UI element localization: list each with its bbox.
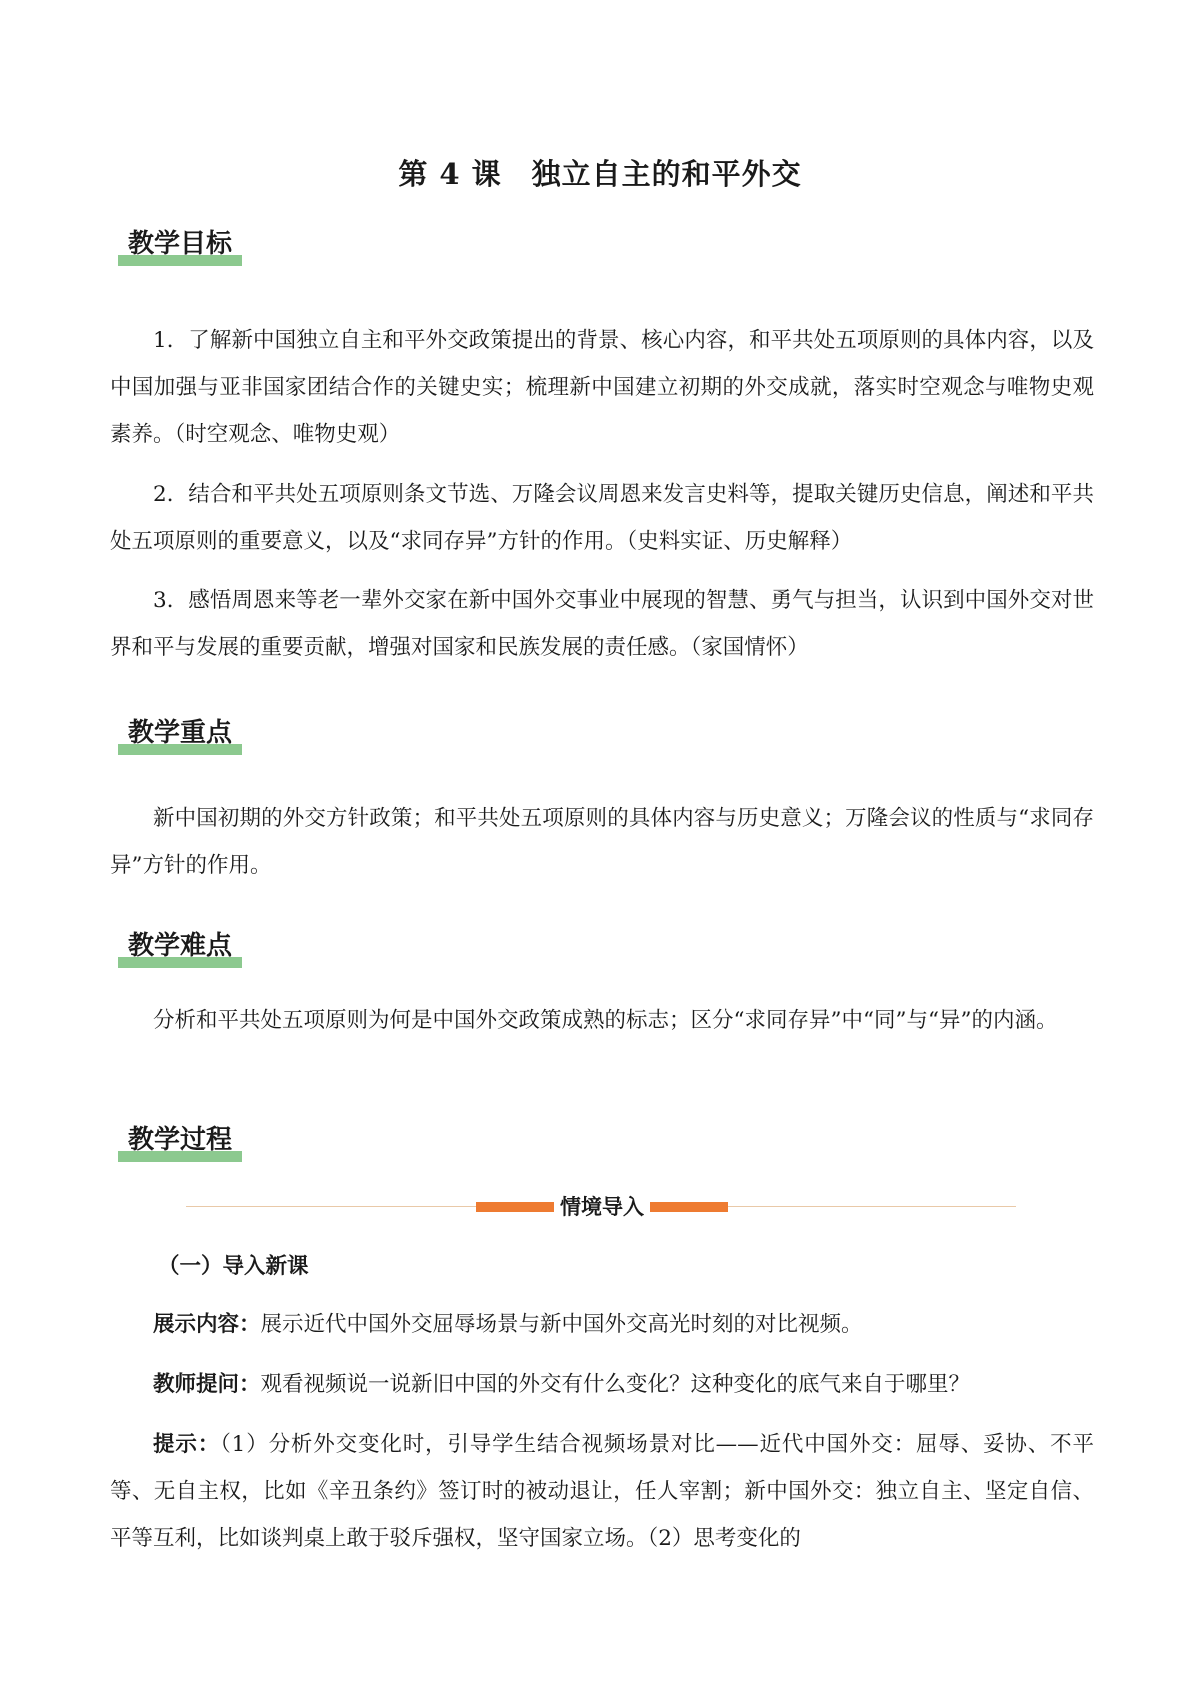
section-heading-key-points [118, 715, 242, 755]
difficulties-text: 分析和平共处五项原则为何是中国外交政策成熟的标志；区分“求同存异”中“同”与“异”的内涵。 [153, 1008, 1058, 1033]
show-content-text: 展示近代中国外交屈辱场景与新中国外交高光时刻的对比视频。 [260, 1312, 863, 1337]
section-heading-text: 教学过程 [128, 1125, 233, 1155]
section-heading-text: 教学难点 [128, 931, 233, 961]
objective-item-2: 2．结合和平共处五项原则条文节选、万隆会议周恩来发言史料等，提取关键历史信息，阐述和平共处五项原则的重要意义，以及“求同存异”方针的作用。（史料实证、历史解释） [110, 482, 1094, 554]
hint-text: （1）分析外交变化时，引导学生结合视频场景对比——近代中国外交：屈辱、妥协、不平等、无自主权，比如《辛丑条约》签订时的被动退让，任人宰割；新中国外交：独立自主、坚定自信、平等互利，比如谈判桌上敢于驳斥强权，坚守国家立场。（2）思考变化的 [110, 1432, 1094, 1551]
key-points-text: 新中国初期的外交方针政策；和平共处五项原则的具体内容与历史意义；万隆会议的性质与“求同存异”方针的作用。 [110, 806, 1094, 878]
show-content-paragraph [110, 1301, 1094, 1348]
subsection-heading: （一）导入新课 [158, 1254, 309, 1279]
hint-label: 提示： [153, 1432, 221, 1457]
section-heading-text: 教学目标 [128, 229, 233, 259]
teacher-question-label: 教师提问： [153, 1372, 261, 1397]
section-heading-text: 教学重点 [128, 718, 233, 748]
hint-paragraph [110, 1421, 1094, 1562]
divider-accent-left [476, 1202, 558, 1212]
divider-accent-right [646, 1202, 728, 1212]
teacher-question-paragraph [110, 1361, 1094, 1408]
section-heading-objectives [118, 226, 242, 266]
objective-item-1: 1．了解新中国独立自主和平外交政策提出的背景、核心内容，和平共处五项原则的具体内容，以及中国加强与亚非国家团结合作的关键史实；梳理新中国建立初期的外交成就，落实时空观念与唯物史观素养。（时空观念、唯物史观） [110, 328, 1094, 447]
section-heading-difficulties [118, 928, 242, 968]
section-heading-process [118, 1122, 242, 1162]
section-divider [186, 1192, 1016, 1222]
divider-label: 情境导入 [554, 1192, 650, 1222]
teacher-question-text: 观看视频说一说新旧中国的外交有什么变化？这种变化的底气来自于哪里？ [260, 1372, 971, 1397]
page-title: 第 4 课 独立自主的和平外交 [398, 157, 802, 191]
objective-item-3: 3．感悟周恩来等老一辈外交家在新中国外交事业中展现的智慧、勇气与担当，认识到中国外交对世界和平与发展的重要贡献，增强对国家和民族发展的责任感。（家国情怀） [110, 588, 1094, 660]
show-content-label: 展示内容： [153, 1312, 261, 1337]
